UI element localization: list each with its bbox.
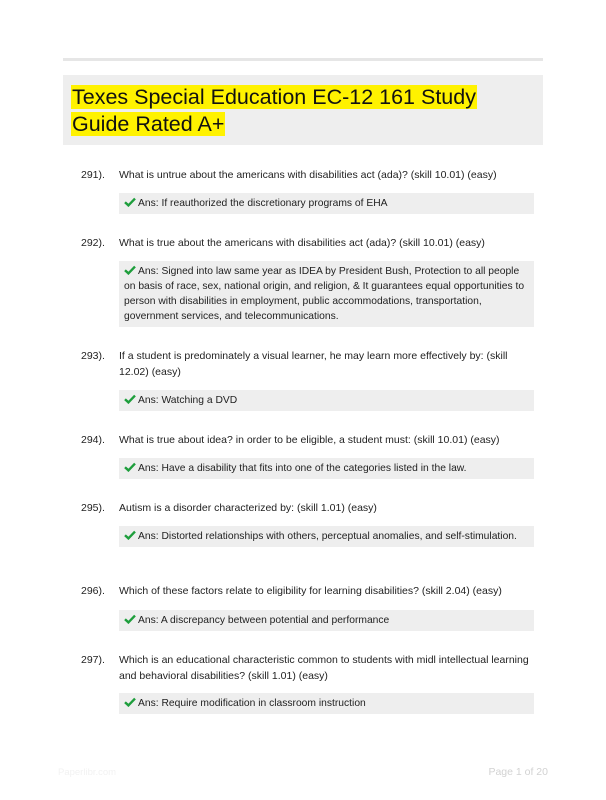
answer-box (119, 193, 534, 214)
question-text: If a student is predominately a visual learner, he may learn more effectively by: (skill 12.02) (easy) (119, 350, 508, 378)
question-text: What is true about the americans with disabilities act (ada)? (skill 10.01) (easy) (119, 237, 485, 249)
watermark: Paperlibr.com (58, 767, 117, 778)
question-number: 296). (81, 585, 105, 597)
page-title-text: Texes Special Education EC-12 161 Study Guide Rated A+ (72, 85, 476, 136)
check-icon (124, 265, 136, 275)
question-number: 292). (81, 237, 105, 249)
check-icon (124, 462, 136, 472)
answer-box (119, 526, 534, 547)
answer-text: Ans: If reauthorized the discretionary programs of EHA (138, 198, 388, 209)
answer-text: Ans: Distorted relationships with others, perceptual anomalies, and self-stimulation. (138, 531, 517, 542)
page-number: Page 1 of 20 (488, 766, 548, 778)
check-icon (124, 614, 136, 624)
answer-box (119, 261, 534, 327)
question-number: 294). (81, 434, 105, 446)
answer-text: Ans: Require modification in classroom instruction (138, 698, 366, 709)
question-number: 291). (81, 169, 105, 181)
answer-text: Ans: A discrepancy between potential and performance (138, 615, 390, 626)
check-icon (124, 697, 136, 707)
answer-text: Ans: Watching a DVD (138, 395, 238, 406)
answer-text: Ans: Signed into law same year as IDEA by President Bush, Protection to all people on basis of race, sex, national origin, and religion, & It guarantees equal opportunities to person with disabilities in employment, public accommodations, transportation, government services, and telecommunications. (124, 266, 525, 322)
answer-box (119, 693, 534, 714)
check-icon (124, 394, 136, 404)
question-text: Which is an educational characteristic common to students with midl intellectual learning and behavioral disabilities? (skill 1.01) (easy) (119, 654, 529, 682)
question-text: Which of these factors relate to eligibility for learning disabilities? (skill 2.04) (easy) (119, 585, 502, 597)
answer-text: Ans: Have a disability that fits into one of the categories listed in the law. (138, 463, 467, 474)
question-text: Autism is a disorder characterized by: (skill 1.01) (easy) (119, 502, 377, 514)
answer-box (119, 458, 534, 479)
answer-box (119, 390, 534, 411)
question-number: 295). (81, 502, 105, 514)
answer-box (119, 610, 534, 631)
question-text: What is true about idea? in order to be eligible, a student must: (skill 10.01) (easy) (119, 434, 500, 446)
check-icon (124, 197, 136, 207)
question-text: What is untrue about the americans with disabilities act (ada)? (skill 10.01) (easy) (119, 169, 497, 181)
question-number: 297). (81, 654, 105, 666)
check-icon (124, 530, 136, 540)
question-number: 293). (81, 350, 105, 362)
